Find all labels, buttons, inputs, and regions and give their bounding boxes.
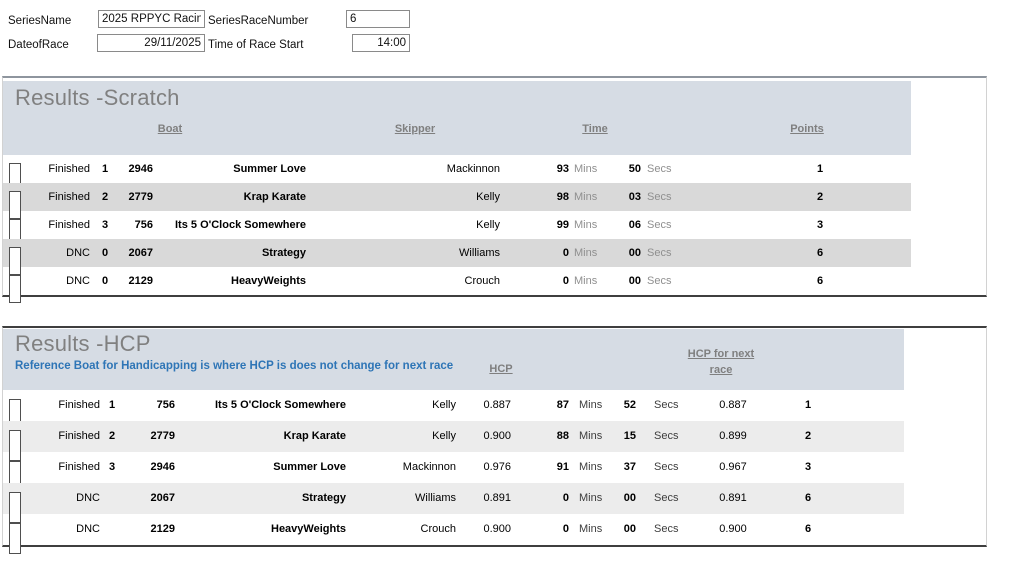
hcp-result-row bbox=[3, 514, 986, 545]
position-cell: 1 bbox=[101, 163, 109, 175]
points-cell: 1 bbox=[804, 399, 812, 411]
boat-number-cell: 2129 bbox=[150, 523, 175, 535]
boat-name-cell: Its 5 O'Clock Somewhere bbox=[175, 219, 306, 231]
series-race-number-label: SeriesRaceNumber bbox=[208, 15, 309, 27]
position-cell: 3 bbox=[108, 461, 116, 473]
points-cell: 2 bbox=[816, 191, 824, 203]
scratch-result-row bbox=[3, 267, 986, 295]
skipper-cell: Williams bbox=[459, 247, 500, 259]
minutes-unit-label: Mins bbox=[579, 492, 603, 504]
row-checkbox[interactable] bbox=[9, 275, 21, 303]
minutes-value: 0 bbox=[562, 247, 569, 259]
hcp-next-race-cell: 0.899 bbox=[719, 430, 747, 442]
scratch-col-time: Time bbox=[582, 123, 608, 135]
hcp-value-cell: 0.900 bbox=[483, 523, 511, 535]
minutes-unit-label: Mins bbox=[574, 163, 598, 175]
hcp-result-row bbox=[3, 421, 986, 452]
seconds-unit-label: Secs bbox=[647, 163, 672, 175]
points-cell: 2 bbox=[804, 430, 812, 442]
position-cell bbox=[99, 483, 125, 514]
seconds-unit-label: Secs bbox=[654, 461, 679, 473]
status-cell: DNC bbox=[76, 523, 100, 535]
series-race-number-input[interactable] bbox=[346, 10, 410, 28]
points-cell: 3 bbox=[816, 219, 824, 231]
seconds-value: 00 bbox=[628, 275, 641, 287]
status-cell: Finished bbox=[58, 430, 100, 442]
position-cell: 0 bbox=[101, 275, 109, 287]
boat-number-cell: 756 bbox=[134, 219, 153, 231]
minutes-unit-label: Mins bbox=[574, 219, 598, 231]
minutes-value: 0 bbox=[562, 275, 569, 287]
hcp-next-race-cell: 0.887 bbox=[719, 399, 747, 411]
position-cell: 1 bbox=[108, 399, 116, 411]
seconds-value: 50 bbox=[628, 163, 641, 175]
seconds-value: 15 bbox=[623, 430, 636, 442]
boat-name-cell: Strategy bbox=[261, 247, 306, 259]
minutes-value: 87 bbox=[556, 399, 569, 411]
boat-number-cell: 2946 bbox=[150, 461, 175, 473]
hcp-col-hcp: HCP bbox=[489, 363, 513, 375]
hcp-rows bbox=[3, 390, 986, 545]
boat-number-cell: 756 bbox=[156, 399, 175, 411]
position-cell bbox=[99, 514, 125, 545]
position-cell: 2 bbox=[108, 430, 116, 442]
minutes-value: 88 bbox=[556, 430, 569, 442]
scratch-result-row bbox=[3, 155, 986, 183]
status-cell: Finished bbox=[48, 163, 90, 175]
hcp-next-race-cell: 0.900 bbox=[719, 523, 747, 535]
hcp-value-cell: 0.887 bbox=[483, 399, 511, 411]
hcp-col-hcp-next: HCP for next race bbox=[687, 348, 755, 376]
minutes-unit-label: Mins bbox=[574, 191, 598, 203]
skipper-cell: Williams bbox=[415, 492, 456, 504]
seconds-value: 37 bbox=[623, 461, 636, 473]
boat-name-cell: Strategy bbox=[301, 492, 346, 504]
boat-name-cell: Its 5 O'Clock Somewhere bbox=[215, 399, 346, 411]
boat-number-cell: 2779 bbox=[128, 191, 153, 203]
series-name-input[interactable] bbox=[98, 10, 205, 28]
scratch-rows bbox=[3, 155, 986, 295]
hcp-next-race-cell: 0.891 bbox=[719, 492, 747, 504]
race-start-time-input[interactable] bbox=[352, 34, 410, 52]
hcp-value-cell: 0.900 bbox=[483, 430, 511, 442]
seconds-unit-label: Secs bbox=[654, 523, 679, 535]
seconds-unit-label: Secs bbox=[654, 399, 679, 411]
skipper-cell: Kelly bbox=[476, 219, 500, 231]
minutes-unit-label: Mins bbox=[574, 275, 598, 287]
seconds-value: 03 bbox=[628, 191, 641, 203]
results-hcp-panel bbox=[2, 326, 987, 547]
race-start-time-label: Time of Race Start bbox=[208, 39, 304, 51]
boat-number-cell: 2129 bbox=[128, 275, 153, 287]
hcp-reference-note: Reference Boat for Handicapping is where HCP is does not change for next race bbox=[15, 360, 454, 372]
series-name-label: SeriesName bbox=[8, 15, 72, 27]
hcp-value-cell: 0.976 bbox=[483, 461, 511, 473]
scratch-col-boat: Boat bbox=[157, 123, 183, 135]
hcp-value-cell: 0.891 bbox=[483, 492, 511, 504]
minutes-value: 93 bbox=[556, 163, 569, 175]
skipper-cell: Crouch bbox=[464, 275, 500, 287]
minutes-unit-label: Mins bbox=[579, 461, 603, 473]
results-scratch-panel bbox=[2, 76, 987, 297]
seconds-value: 00 bbox=[623, 523, 636, 535]
boat-number-cell: 2779 bbox=[150, 430, 175, 442]
scratch-result-row bbox=[3, 211, 986, 239]
points-cell: 6 bbox=[816, 247, 824, 259]
status-cell: DNC bbox=[66, 275, 90, 287]
minutes-value: 0 bbox=[562, 523, 569, 535]
points-cell: 1 bbox=[816, 163, 824, 175]
boat-name-cell: Krap Karate bbox=[243, 191, 306, 203]
minutes-value: 98 bbox=[556, 191, 569, 203]
skipper-cell: Crouch bbox=[420, 523, 456, 535]
boat-name-cell: Summer Love bbox=[233, 163, 306, 175]
boat-name-cell: HeavyWeights bbox=[231, 275, 306, 287]
minutes-value: 91 bbox=[556, 461, 569, 473]
seconds-unit-label: Secs bbox=[654, 430, 679, 442]
status-cell: Finished bbox=[48, 191, 90, 203]
skipper-cell: Kelly bbox=[432, 430, 456, 442]
seconds-unit-label: Secs bbox=[647, 275, 672, 287]
boat-number-cell: 2946 bbox=[128, 163, 153, 175]
status-cell: Finished bbox=[48, 219, 90, 231]
position-cell: 0 bbox=[101, 247, 109, 259]
minutes-unit-label: Mins bbox=[579, 430, 603, 442]
date-of-race-input[interactable] bbox=[97, 34, 205, 52]
points-cell: 6 bbox=[804, 492, 812, 504]
hcp-result-row bbox=[3, 452, 986, 483]
minutes-unit-label: Mins bbox=[579, 523, 603, 535]
skipper-cell: Kelly bbox=[476, 191, 500, 203]
scratch-result-row bbox=[3, 239, 986, 267]
status-cell: DNC bbox=[76, 492, 100, 504]
date-of-race-label: DateofRace bbox=[8, 39, 69, 51]
hcp-result-row bbox=[3, 390, 986, 421]
scratch-col-skipper: Skipper bbox=[394, 123, 436, 135]
points-cell: 3 bbox=[804, 461, 812, 473]
seconds-unit-label: Secs bbox=[647, 219, 672, 231]
seconds-unit-label: Secs bbox=[647, 191, 672, 203]
skipper-cell: Kelly bbox=[432, 399, 456, 411]
status-cell: Finished bbox=[58, 399, 100, 411]
minutes-unit-label: Mins bbox=[574, 247, 598, 259]
scratch-title: Results -Scratch bbox=[15, 85, 180, 110]
minutes-value: 0 bbox=[562, 492, 569, 504]
position-cell: 2 bbox=[101, 191, 109, 203]
skipper-cell: Mackinnon bbox=[446, 163, 500, 175]
scratch-result-row bbox=[3, 183, 986, 211]
boat-name-cell: HeavyWeights bbox=[271, 523, 346, 535]
seconds-value: 06 bbox=[628, 219, 641, 231]
hcp-title: Results -HCP bbox=[15, 331, 151, 356]
boat-name-cell: Summer Love bbox=[273, 461, 346, 473]
boat-name-cell: Krap Karate bbox=[283, 430, 346, 442]
minutes-unit-label: Mins bbox=[579, 399, 603, 411]
status-cell: DNC bbox=[66, 247, 90, 259]
row-checkbox[interactable] bbox=[9, 523, 21, 554]
seconds-value: 00 bbox=[623, 492, 636, 504]
hcp-result-row bbox=[3, 483, 986, 514]
seconds-unit-label: Secs bbox=[647, 247, 672, 259]
seconds-unit-label: Secs bbox=[654, 492, 679, 504]
boat-number-cell: 2067 bbox=[150, 492, 175, 504]
status-cell: Finished bbox=[58, 461, 100, 473]
position-cell: 3 bbox=[101, 219, 109, 231]
scratch-col-points: Points bbox=[790, 123, 824, 135]
seconds-value: 52 bbox=[623, 399, 636, 411]
skipper-cell: Mackinnon bbox=[402, 461, 456, 473]
hcp-next-race-cell: 0.967 bbox=[719, 461, 747, 473]
minutes-value: 99 bbox=[556, 219, 569, 231]
points-cell: 6 bbox=[816, 275, 824, 287]
points-cell: 6 bbox=[804, 523, 812, 535]
boat-number-cell: 2067 bbox=[128, 247, 153, 259]
seconds-value: 00 bbox=[628, 247, 641, 259]
